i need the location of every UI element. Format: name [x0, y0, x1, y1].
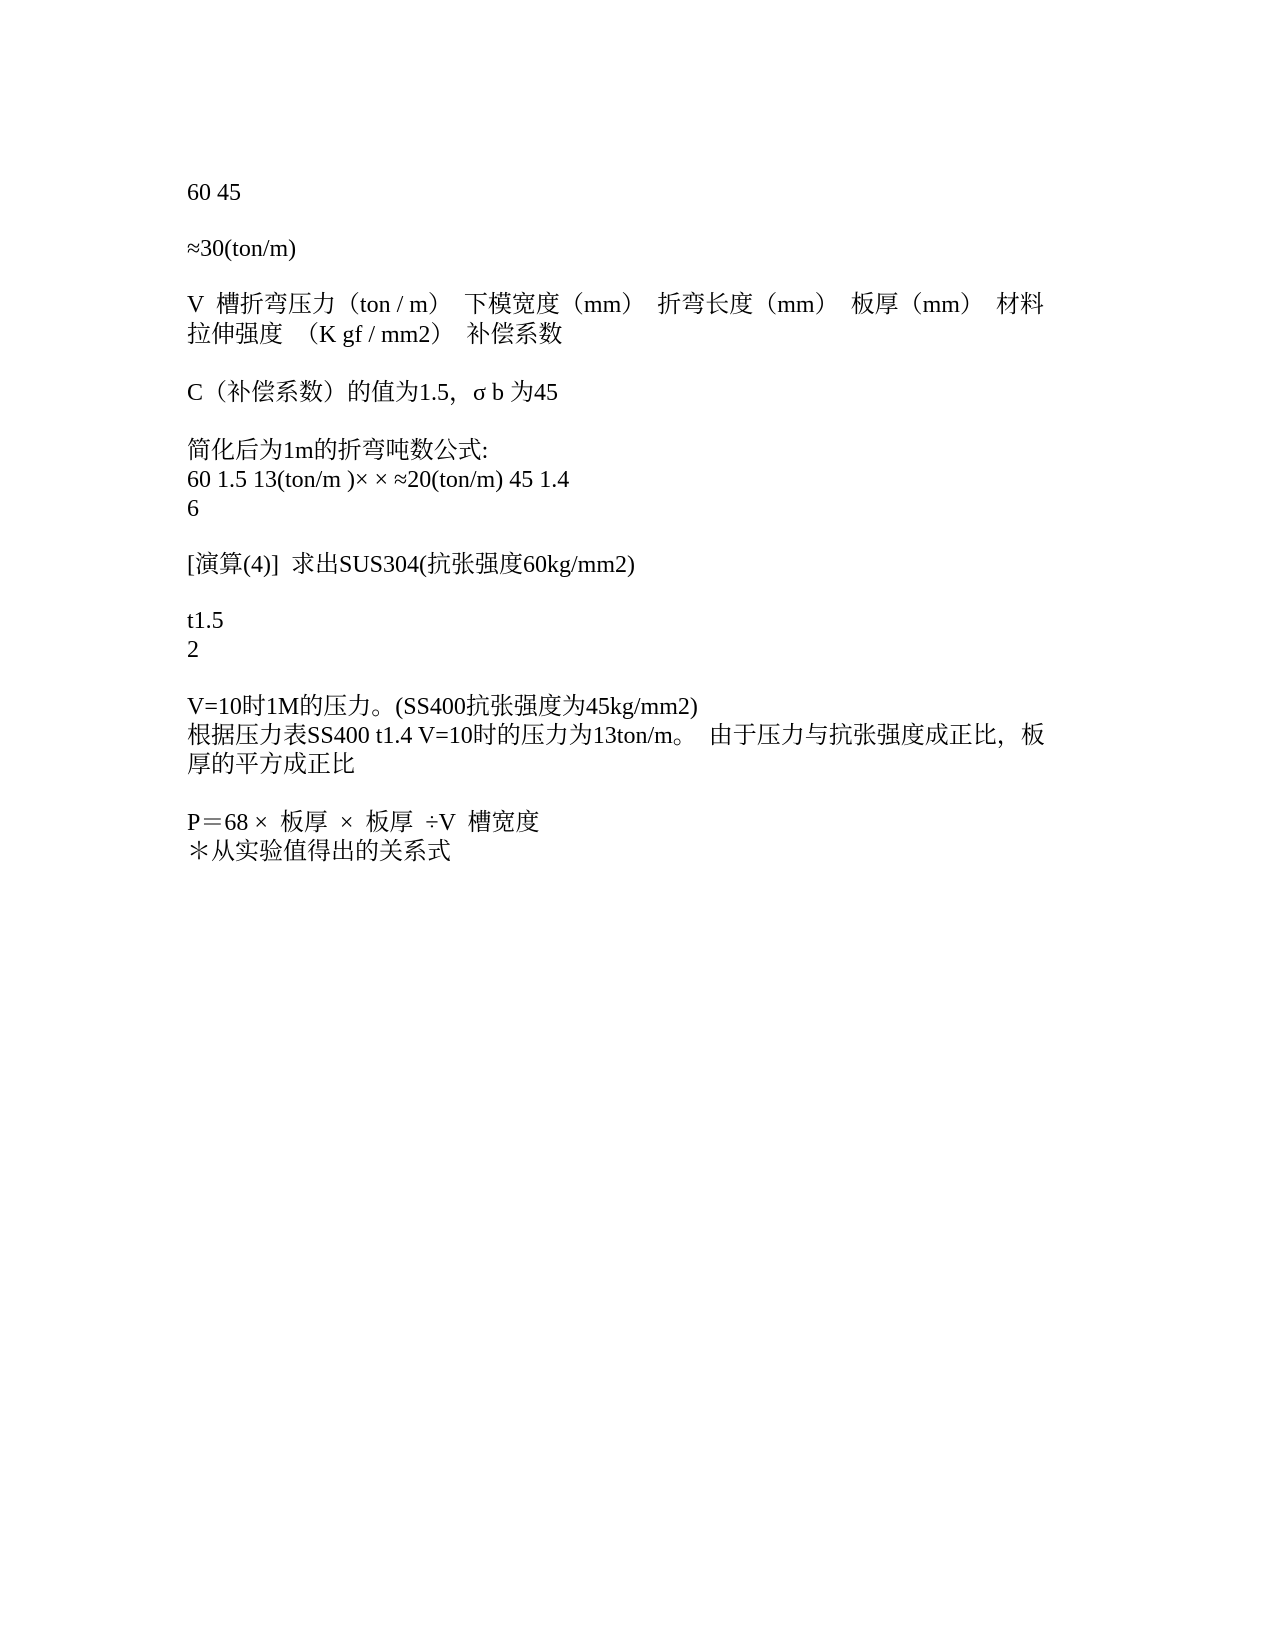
text-line-8: 6: [187, 496, 199, 522]
text-line-9: [演算(4)] 求出SUS304(抗张强度60kg/mm2): [187, 552, 635, 578]
text-line-3: V 槽折弯压力（ton / m） 下模宽度（mm） 折弯长度（mm） 板厚（mm） 材料: [187, 292, 1044, 318]
text-line-10: t1.5: [187, 608, 224, 634]
text-line-1: 60 45: [187, 180, 241, 206]
text-line-14: 厚的平方成正比: [187, 752, 355, 778]
text-line-7: 60 1.5 13(ton/m )× × ≈20(ton/m) 45 1.4: [187, 467, 570, 493]
text-line-11: 2: [187, 637, 199, 663]
text-line-15: P＝68 × 板厚 × 板厚 ÷V 槽宽度: [187, 810, 540, 836]
text-line-12: V=10时1M的压力。(SS400抗张强度为45kg/mm2): [187, 694, 698, 720]
text-line-5: C（补偿系数）的值为1.5，σ b 为45: [187, 380, 558, 406]
text-line-2: ≈30(ton/m): [187, 236, 297, 262]
text-line-4: 拉伸强度 （K gf / mm2） 补偿系数: [187, 322, 563, 348]
text-line-13: 根据压力表SS400 t1.4 V=10时的压力为13ton/m。 由于压力与抗张强度成正比，板: [187, 723, 1045, 749]
text-line-16: ＊从实验值得出的关系式: [187, 839, 451, 865]
text-line-6: 简化后为1m的折弯吨数公式:: [187, 438, 489, 464]
